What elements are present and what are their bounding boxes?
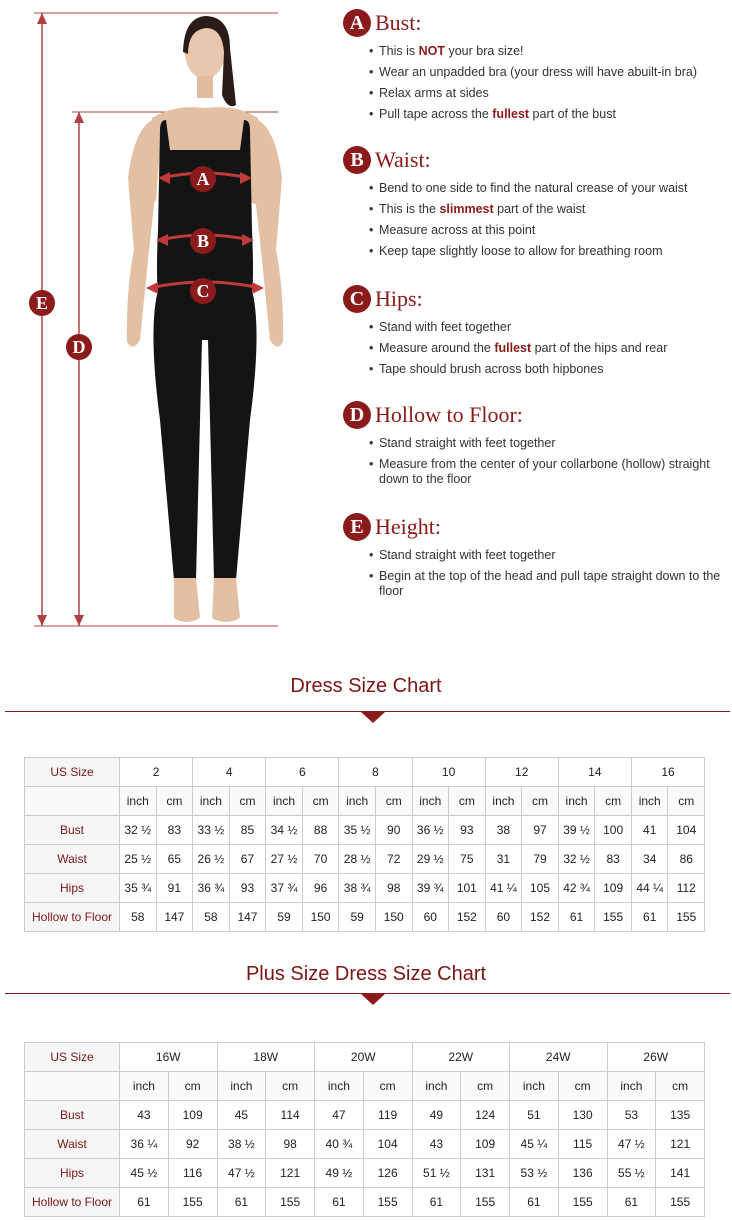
table-cell: 36 ¼	[120, 1130, 169, 1159]
table-cell: 131	[461, 1159, 510, 1188]
bullet-highlight: fullest	[494, 341, 532, 355]
table-cell: 25 ½	[120, 845, 157, 874]
unit-header: inch	[412, 787, 449, 816]
table-cell: 104	[668, 816, 705, 845]
table-cell: 32 ½	[120, 816, 157, 845]
table-cell: 41	[631, 816, 668, 845]
table-cell: 31	[485, 845, 522, 874]
section-title: Hips:	[375, 286, 423, 311]
unit-header: cm	[558, 1072, 607, 1101]
table-cell: 39 ½	[558, 816, 595, 845]
table-cell: 35 ½	[339, 816, 376, 845]
bullet-text: Measure across at this point	[379, 223, 536, 237]
table-cell: 101	[449, 874, 486, 903]
table-cell: 93	[229, 874, 266, 903]
unit-header: inch	[631, 787, 668, 816]
table-cell: 155	[266, 1188, 315, 1217]
table-cell: 85	[229, 816, 266, 845]
table-cell: 35 ¾	[120, 874, 157, 903]
bullet-text: Tape should brush across both hipbones	[379, 362, 604, 376]
table-cell: 83	[595, 845, 632, 874]
table-cell: 51	[510, 1101, 559, 1130]
unit-header: cm	[266, 1072, 315, 1101]
table-cell: 36 ½	[412, 816, 449, 845]
table-cell: 61	[510, 1188, 559, 1217]
row-label: Waist	[25, 1130, 120, 1159]
table-cell: 47	[315, 1101, 364, 1130]
bullet-item	[371, 107, 723, 122]
size-header: 16	[631, 758, 704, 787]
hips-section	[343, 284, 723, 383]
unit-header: cm	[375, 787, 412, 816]
table-cell: 96	[302, 874, 339, 903]
table-cell: 88	[302, 816, 339, 845]
size-header: 4	[193, 758, 266, 787]
section-letter: C	[343, 285, 371, 313]
table-cell: 112	[668, 874, 705, 903]
table-cell: 72	[375, 845, 412, 874]
size-header: 12	[485, 758, 558, 787]
bullet-text: Stand straight with feet together	[379, 436, 556, 450]
section-title: Height:	[375, 514, 441, 539]
bullet-text: Wear an unpadded bra (your dress will have abuilt-in bra)	[379, 65, 697, 79]
bullet-text: Keep tape slightly loose to allow for breathing room	[379, 244, 663, 258]
bullet-list	[343, 320, 723, 377]
table-cell: 61	[607, 1188, 656, 1217]
bullet-highlight: NOT	[418, 44, 445, 58]
table-cell: 40 ¾	[315, 1130, 364, 1159]
bullet-highlight: fullest	[492, 107, 530, 121]
table-cell: 91	[156, 874, 193, 903]
unit-header: inch	[120, 1072, 169, 1101]
divider-arrow	[361, 994, 385, 1005]
row-label: Hips	[25, 1159, 120, 1188]
table-cell: 47 ½	[607, 1130, 656, 1159]
table-cell: 155	[168, 1188, 217, 1217]
table-cell: 43	[412, 1130, 461, 1159]
table-row	[25, 1188, 705, 1217]
section-title: Bust:	[375, 10, 422, 35]
unit-header: inch	[412, 1072, 461, 1101]
table-cell: 115	[558, 1130, 607, 1159]
table-cell: 98	[375, 874, 412, 903]
unit-header: inch	[558, 787, 595, 816]
table-cell: 109	[461, 1130, 510, 1159]
table-cell: 42 ¾	[558, 874, 595, 903]
bullet-list	[343, 548, 723, 599]
bust-section	[343, 8, 723, 128]
table-cell: 29 ½	[412, 845, 449, 874]
table-cell: 119	[363, 1101, 412, 1130]
bullet-text: Begin at the top of the head and pull tape straight down to the floor	[379, 569, 721, 598]
table-cell: 51 ½	[412, 1159, 461, 1188]
table-cell: 109	[168, 1101, 217, 1130]
table-cell: 61	[558, 903, 595, 932]
bullet-text: Stand straight with feet together	[379, 548, 556, 562]
size-header: 20W	[315, 1043, 413, 1072]
divider-arrow	[361, 712, 385, 723]
table-cell: 124	[461, 1101, 510, 1130]
unit-header: cm	[668, 787, 705, 816]
unit-header: cm	[363, 1072, 412, 1101]
row-label: Bust	[25, 816, 120, 845]
table-cell: 121	[656, 1130, 705, 1159]
bullet-text: part of the waist	[493, 202, 586, 216]
row-label: Hips	[25, 874, 120, 903]
table-cell: 45 ½	[120, 1159, 169, 1188]
bullet-item	[371, 223, 723, 238]
table-cell: 41 ¼	[485, 874, 522, 903]
dress-size-table	[24, 757, 705, 932]
table-cell: 90	[375, 816, 412, 845]
bullet-item	[371, 202, 723, 217]
table-cell: 152	[449, 903, 486, 932]
height-section	[343, 512, 723, 605]
size-header: 14	[558, 758, 631, 787]
table-cell: 55 ½	[607, 1159, 656, 1188]
table-cell: 61	[631, 903, 668, 932]
bullet-item	[371, 181, 723, 196]
unit-header: inch	[120, 787, 157, 816]
bullet-item	[371, 548, 723, 563]
model-figure	[0, 0, 330, 640]
table-cell: 126	[363, 1159, 412, 1188]
table-cell: 39 ¾	[412, 874, 449, 903]
table-cell: 147	[229, 903, 266, 932]
section-title: Hollow to Floor:	[375, 402, 523, 427]
table-row	[25, 1130, 705, 1159]
table-cell: 53 ½	[510, 1159, 559, 1188]
table-cell: 121	[266, 1159, 315, 1188]
plus-chart-title: Plus Size Dress Size Chart	[245, 963, 487, 985]
bullet-item	[371, 320, 723, 335]
table-cell: 105	[522, 874, 559, 903]
table-cell: 60	[485, 903, 522, 932]
size-header: 2	[120, 758, 193, 787]
unit-header: cm	[656, 1072, 705, 1101]
unit-header-row	[25, 1072, 705, 1101]
figure-label-a: A	[190, 166, 216, 192]
bullet-list	[343, 436, 723, 487]
table-cell: 141	[656, 1159, 705, 1188]
table-cell: 93	[449, 816, 486, 845]
table-cell: 58	[193, 903, 230, 932]
table-cell: 116	[168, 1159, 217, 1188]
bullet-item	[371, 341, 723, 356]
empty-cell	[25, 1072, 120, 1101]
table-cell: 100	[595, 816, 632, 845]
size-header-row	[25, 1043, 705, 1072]
table-cell: 75	[449, 845, 486, 874]
table-row	[25, 1101, 705, 1130]
table-cell: 152	[522, 903, 559, 932]
bullet-text: Measure from the center of your collarbone (hollow) straight down to the floor	[379, 457, 710, 486]
table-cell: 59	[266, 903, 303, 932]
bullet-item	[371, 362, 723, 377]
table-cell: 130	[558, 1101, 607, 1130]
size-label: US Size	[25, 758, 120, 787]
table-cell: 61	[315, 1188, 364, 1217]
figure-label-e: E	[29, 290, 55, 316]
unit-header: inch	[339, 787, 376, 816]
table-cell: 26 ½	[193, 845, 230, 874]
table-cell: 155	[595, 903, 632, 932]
table-cell: 28 ½	[339, 845, 376, 874]
table-cell: 135	[656, 1101, 705, 1130]
table-cell: 136	[558, 1159, 607, 1188]
table-row	[25, 874, 705, 903]
unit-header: cm	[461, 1072, 510, 1101]
table-cell: 98	[266, 1130, 315, 1159]
bullet-text: This is the	[379, 202, 440, 216]
bullet-text: This is	[379, 44, 419, 58]
size-header: 22W	[412, 1043, 510, 1072]
table-cell: 150	[302, 903, 339, 932]
table-cell: 109	[595, 874, 632, 903]
table-cell: 86	[668, 845, 705, 874]
size-header-row	[25, 758, 705, 787]
table-cell: 58	[120, 903, 157, 932]
size-header: 26W	[607, 1043, 705, 1072]
row-label: Hollow to Floor	[25, 903, 120, 932]
size-label: US Size	[25, 1043, 120, 1072]
table-cell: 67	[229, 845, 266, 874]
table-cell: 44 ¼	[631, 874, 668, 903]
unit-header: inch	[607, 1072, 656, 1101]
table-cell: 61	[412, 1188, 461, 1217]
bullet-text: Stand with feet together	[379, 320, 512, 334]
bullet-item	[371, 436, 723, 451]
table-cell: 45	[217, 1101, 266, 1130]
bullet-text: Measure around the	[379, 341, 495, 355]
table-cell: 38 ½	[217, 1130, 266, 1159]
table-row	[25, 816, 705, 845]
table-cell: 155	[668, 903, 705, 932]
table-cell: 60	[412, 903, 449, 932]
unit-header: inch	[510, 1072, 559, 1101]
unit-header: cm	[168, 1072, 217, 1101]
row-label: Waist	[25, 845, 120, 874]
table-cell: 150	[375, 903, 412, 932]
unit-header: inch	[315, 1072, 364, 1101]
figure-label-b: B	[190, 228, 216, 254]
table-cell: 47 ½	[217, 1159, 266, 1188]
size-header: 16W	[120, 1043, 218, 1072]
section-letter: E	[343, 513, 371, 541]
size-header: 24W	[510, 1043, 608, 1072]
table-cell: 83	[156, 816, 193, 845]
section-letter: D	[343, 401, 371, 429]
bullet-item	[371, 65, 723, 80]
unit-header: cm	[229, 787, 266, 816]
unit-header-row	[25, 787, 705, 816]
table-cell: 114	[266, 1101, 315, 1130]
table-cell: 36 ¾	[193, 874, 230, 903]
table-cell: 59	[339, 903, 376, 932]
bullet-list	[343, 181, 723, 259]
table-cell: 61	[217, 1188, 266, 1217]
table-cell: 104	[363, 1130, 412, 1159]
table-cell: 155	[656, 1188, 705, 1217]
size-header: 18W	[217, 1043, 315, 1072]
unit-header: inch	[217, 1072, 266, 1101]
hollow-to-floor-section	[343, 400, 723, 493]
section-title: Waist:	[375, 147, 431, 172]
size-header: 8	[339, 758, 412, 787]
table-cell: 155	[461, 1188, 510, 1217]
table-cell: 155	[558, 1188, 607, 1217]
table-cell: 61	[120, 1188, 169, 1217]
bullet-text: Pull tape across the	[379, 107, 493, 121]
figure-label-c: C	[190, 278, 216, 304]
bullet-item	[371, 569, 723, 599]
bullet-highlight: slimmest	[439, 202, 494, 216]
table-row	[25, 903, 705, 932]
plus-size-table	[24, 1042, 705, 1217]
table-cell: 97	[522, 816, 559, 845]
bullet-text: part of the bust	[529, 107, 616, 121]
bullet-text: part of the hips and rear	[531, 341, 668, 355]
unit-header: cm	[302, 787, 339, 816]
bullet-item	[371, 457, 723, 487]
bullet-item	[371, 244, 723, 259]
table-cell: 70	[302, 845, 339, 874]
table-cell: 49	[412, 1101, 461, 1130]
table-cell: 34	[631, 845, 668, 874]
table-cell: 33 ½	[193, 816, 230, 845]
waist-section	[343, 145, 723, 265]
bullet-item	[371, 86, 723, 101]
row-label: Bust	[25, 1101, 120, 1130]
table-cell: 65	[156, 845, 193, 874]
unit-header: cm	[522, 787, 559, 816]
table-cell: 32 ½	[558, 845, 595, 874]
table-cell: 45 ¼	[510, 1130, 559, 1159]
size-header: 6	[266, 758, 339, 787]
row-label: Hollow to Floor	[25, 1188, 120, 1217]
table-cell: 49 ½	[315, 1159, 364, 1188]
empty-cell	[25, 787, 120, 816]
unit-header: inch	[193, 787, 230, 816]
table-cell: 38 ¾	[339, 874, 376, 903]
table-cell: 79	[522, 845, 559, 874]
table-cell: 155	[363, 1188, 412, 1217]
table-row	[25, 845, 705, 874]
section-letter: B	[343, 146, 371, 174]
table-cell: 37 ¾	[266, 874, 303, 903]
table-cell: 34 ½	[266, 816, 303, 845]
table-cell: 43	[120, 1101, 169, 1130]
unit-header: inch	[266, 787, 303, 816]
table-cell: 53	[607, 1101, 656, 1130]
bullet-text: your bra size!	[444, 44, 524, 58]
unit-header: inch	[485, 787, 522, 816]
bullet-text: Relax arms at sides	[379, 86, 489, 100]
bullet-list	[343, 44, 723, 122]
unit-header: cm	[156, 787, 193, 816]
section-letter: A	[343, 9, 371, 37]
table-row	[25, 1159, 705, 1188]
unit-header: cm	[449, 787, 486, 816]
figure-label-d: D	[66, 334, 92, 360]
table-cell: 92	[168, 1130, 217, 1159]
model-figure-illustration	[0, 0, 330, 640]
bullet-item	[371, 44, 723, 59]
table-cell: 38	[485, 816, 522, 845]
size-header: 10	[412, 758, 485, 787]
table-cell: 27 ½	[266, 845, 303, 874]
unit-header: cm	[595, 787, 632, 816]
dress-chart-title: Dress Size Chart	[290, 675, 442, 697]
table-cell: 147	[156, 903, 193, 932]
bullet-text: Bend to one side to find the natural crease of your waist	[379, 181, 688, 195]
